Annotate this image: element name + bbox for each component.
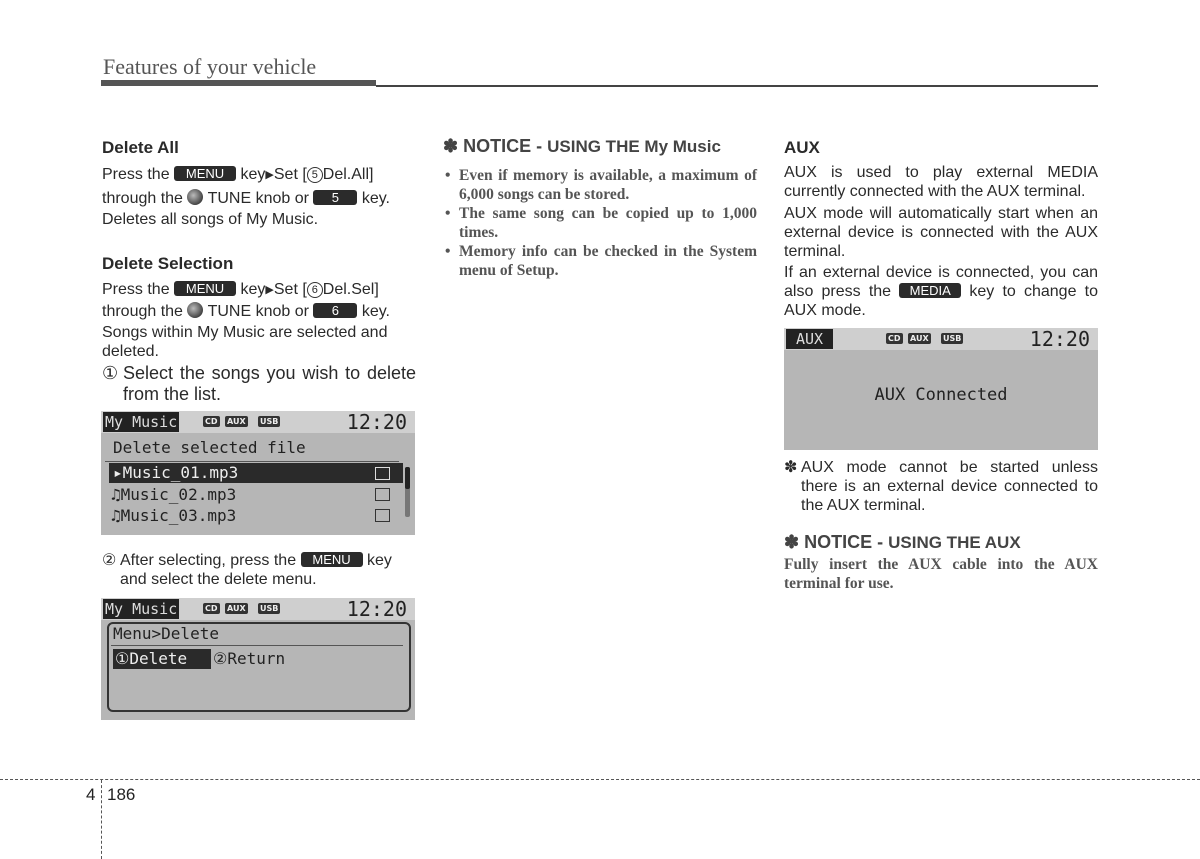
text: Set [ [273,166,307,183]
text: key to change to AUX mode. [784,283,1098,319]
lcd-mode-label: AUX [786,329,833,349]
text: Press the [102,166,170,183]
notice-subtitle: USING THE AUX [888,533,1021,552]
page-header-title: Features of your vehicle [103,54,317,79]
menu-key-badge: MENU [301,552,363,567]
lcd-mode-label: My Music [105,413,178,431]
lcd-screen-menu-delete [101,598,415,720]
notice-subtitle: USING THE My Music [547,137,721,156]
menu-key-badge: MENU [174,166,236,181]
arrow-right-icon: ▶ [265,284,274,296]
page-number: 186 [107,785,136,804]
header-rule-thick [101,80,376,86]
step-2-body [102,551,416,589]
notice-asterisk-icon: ✽ [443,136,459,156]
aux-paragraph-3 [784,263,1098,320]
cd-source-icon: CD [888,334,901,343]
scrollbar-thumb [405,467,410,489]
usb-source-icon: USB [260,417,279,426]
delete-selection-line1 [102,280,416,300]
cd-source-icon: CD [205,604,218,613]
text: key [367,552,392,569]
aux-source-icon: AUX [910,334,929,343]
circled-number-6: 6 [307,282,323,298]
text: key. [361,303,390,320]
text: Del.Sel] [322,281,379,298]
section-heading-delete-selection: Delete Selection [102,254,234,273]
lcd-option-return: ②Return [213,649,286,668]
checkbox-icon [375,488,390,501]
lcd-option-delete: ①Delete [113,649,211,669]
chapter-number: 4 [86,785,96,804]
checkbox-icon [375,509,390,522]
text: TUNE knob or [207,303,309,320]
notice-label: NOTICE - [804,532,884,552]
text: and select the delete menu. [120,571,317,588]
text: The same song can be copied up to 1,000 times. [459,205,757,241]
lcd-list-row: ♫Music_02.mp3 [111,485,237,504]
circled-number-5: 5 [307,167,323,183]
lcd-list-row-selected: ▸Music_01.mp3 [109,463,403,483]
lcd-screen-delete-selected [101,411,415,535]
aux-paragraph-2: AUX mode will automatically start when an external device is connected with the AUX terminal. [784,205,1098,260]
preset-6-key-badge: 6 [313,303,357,318]
lcd-clock: 12:20 [1029,328,1090,351]
text: If an external device is connected, you can also press the [784,264,1098,300]
usb-source-icon: USB [260,604,279,613]
aux-source-icon: AUX [227,604,246,613]
step-number: ① [102,363,119,383]
footer-divider [0,779,1200,780]
notice-title [784,533,1098,552]
step-1 [102,363,416,405]
delete-all-line1 [102,165,416,185]
text: Press the [102,281,170,298]
tune-knob-icon [187,302,203,318]
text: AUX mode cannot be started unless there is an external device connected to the AUX terminal. [801,459,1098,514]
lcd-list-row: ♫Music_03.mp3 [111,506,237,525]
text: key [240,166,266,183]
text: Even if memory is available, a maximum of 6,000 songs can be stored. [459,167,757,203]
text: key [240,281,266,298]
column-right [784,138,1098,320]
delete-selection-line2 [102,302,416,321]
lcd-screen-aux [784,328,1098,450]
media-key-badge: MEDIA [899,283,961,298]
section-heading-aux: AUX [784,138,820,157]
lcd-message: AUX Connected [874,385,1008,405]
tune-knob-icon [187,189,203,205]
lcd-title: Delete selected file [113,438,306,457]
section-heading-delete-all: Delete All [102,138,179,157]
text: After selecting, press the [120,552,297,569]
header-rule-thin [376,85,1098,87]
text: through the [102,303,183,320]
notice-text: Fully insert the AUX cable into the AUX terminal for use. [784,556,1098,592]
note-asterisk-icon: ✽ [784,459,798,476]
text: TUNE knob or [207,190,309,207]
aux-source-icon: AUX [227,417,246,426]
lcd-clock: 12:20 [346,598,407,621]
notice-list [443,166,757,280]
arrow-right-icon: ▶ [265,169,274,181]
lcd-clock: 12:20 [346,411,407,434]
preset-5-key-badge: 5 [313,190,357,205]
menu-key-badge: MENU [174,281,236,296]
notice-label: NOTICE - [463,136,543,156]
cd-source-icon: CD [205,417,218,426]
checkbox-icon [375,467,390,480]
aux-note-block [784,458,1098,593]
lcd-divider [111,645,403,646]
delete-all-desc: Deletes all songs of My Music. [102,211,319,228]
notice-item: • Memory info can be checked in the System menu of Setup. [445,243,757,279]
lcd-mode-label: My Music [105,600,178,618]
text: Del.All] [322,166,374,183]
delete-selection-desc: Songs within My Music are selected and deleted. [102,324,388,360]
usb-source-icon: USB [943,334,962,343]
aux-paragraph-1: AUX is used to play external MEDIA currently connected with the AUX terminal. [784,164,1098,200]
text: through the [102,190,183,207]
text: key. [361,190,390,207]
column-middle [443,137,757,280]
aux-note [784,458,1098,515]
notice-asterisk-icon: ✽ [784,532,800,552]
lcd-title: Menu>Delete [113,624,219,643]
column-left [102,138,416,405]
lcd-divider [105,461,399,462]
step-2 [102,551,416,589]
step-number: ② [102,552,117,569]
notice-item: • The same song can be copied up to 1,000 times. [445,205,757,241]
footer-vertical-divider [101,780,102,859]
delete-all-line2 [102,189,416,208]
notice-title [443,137,757,156]
notice-item: • Even if memory is available, a maximum of 6,000 songs can be stored. [445,167,757,203]
text: Set [ [273,281,307,298]
step-text: Select the songs you wish to delete from the list. [123,363,416,404]
text: Memory info can be checked in the System menu of Setup. [459,243,757,279]
